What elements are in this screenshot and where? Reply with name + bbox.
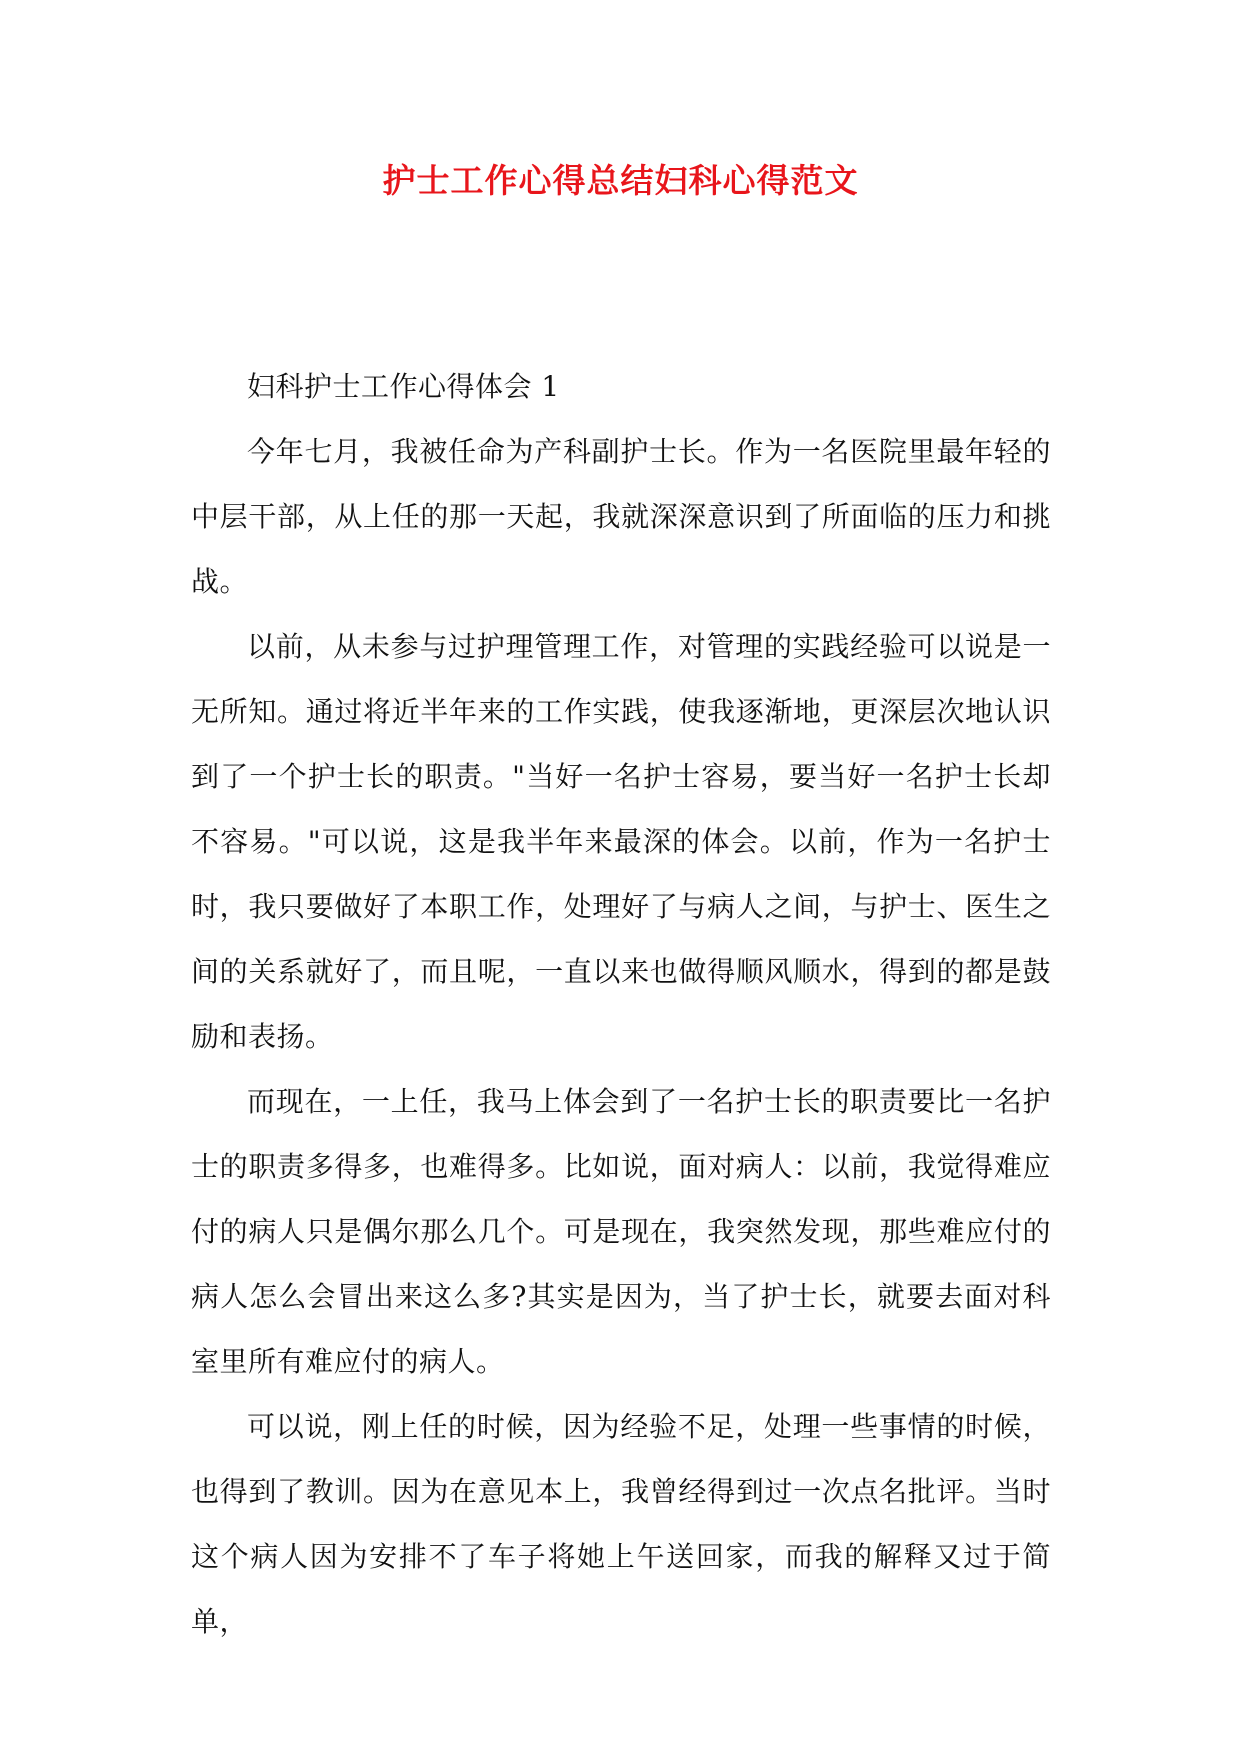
paragraph: 而现在，一上任，我马上体会到了一名护士长的职责要比一名护士的职责多得多，也难得多。比如说，面对病人：以前，我觉得难应付的病人只是偶尔那么几个。可是现在，我突然发现，那些难应付的病人怎么会冒出来这么多?其实是因为，当了护士长，就要去面对科室里所有难应付的病人。 xyxy=(191,1085,1051,1378)
paragraph: 可以说，刚上任的时候，因为经验不足，处理一些事情的时候，也得到了教训。因为在意见本上，我曾经得到过一次点名批评。当时这个病人因为安排不了车子将她上午送回家，而我的解释又过于简单， xyxy=(191,1410,1051,1638)
document-title: 护士工作心得总结妇科心得范文 xyxy=(382,161,859,200)
section-heading: 妇科护士工作心得体会 1 xyxy=(247,370,560,403)
document-body xyxy=(191,354,1051,1654)
paragraph: 以前，从未参与过护理管理工作，对管理的实践经验可以说是一无所知。通过将近半年来的工作实践，使我逐渐地，更深层次地认识到了一个护士长的职责。"当好一名护士容易，要当好一名护士长却不容易。"可以说，这是我半年来最深的体会。以前，作为一名护士时，我只要做好了本职工作，处理好了与病人之间，与护士、医生之间的关系就好了，而且呢，一直以来也做得顺风顺水，得到的都是鼓励和表扬。 xyxy=(191,630,1051,1053)
paragraph: 今年七月，我被任命为产科副护士长。作为一名医院里最年轻的中层干部，从上任的那一天起，我就深深意识到了所面临的压力和挑战。 xyxy=(191,435,1051,598)
